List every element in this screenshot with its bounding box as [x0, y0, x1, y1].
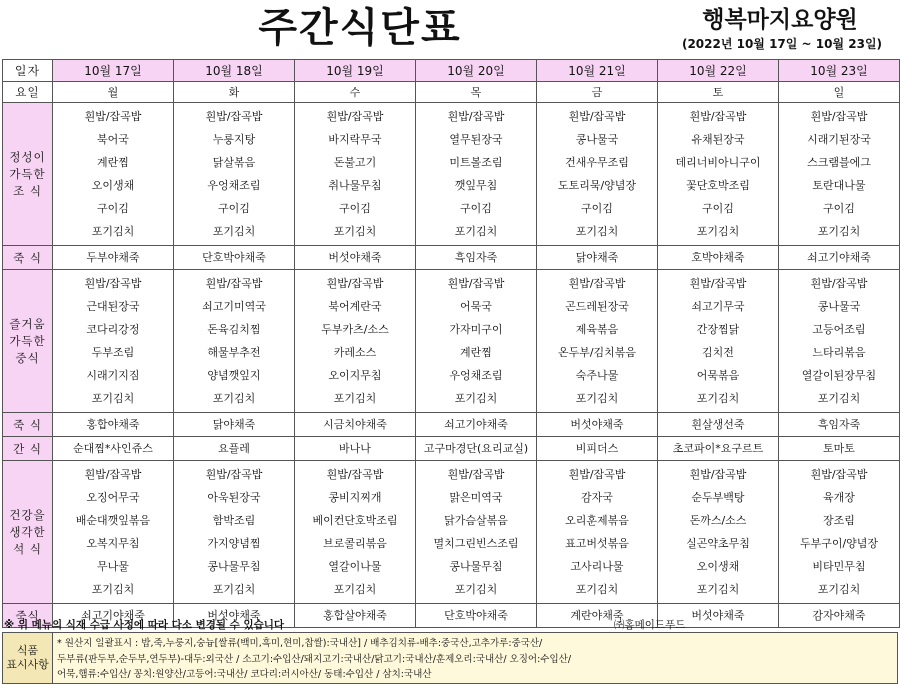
meal-label-line: 중식 [15, 350, 40, 365]
supplier-name: ㈜홈메이드푸드 [614, 619, 686, 631]
menu-item: 해물부추전 [207, 346, 261, 359]
menu-item: 비피더스 [575, 442, 619, 455]
meal-cell [295, 461, 416, 604]
menu-item: 간장찜닭 [696, 323, 740, 336]
menu-item: 포기김치 [696, 583, 740, 596]
menu-item: 돈육김치찜 [207, 323, 261, 336]
menu-item: 장조림 [823, 514, 855, 527]
meal-cell [295, 437, 416, 461]
menu-item: 쇠고기무국 [691, 300, 745, 313]
meal-label-line: 정성이 [9, 149, 46, 164]
date-cell: 10월 20일 [416, 60, 537, 82]
menu-item: 미트볼조림 [449, 156, 503, 169]
meal-row [3, 270, 900, 413]
meal-cell [174, 437, 295, 461]
menu-item: 스크램블에그 [807, 156, 871, 169]
menu-item: 흰밥/잡곡밥 [689, 277, 747, 290]
menu-item: 곤드레된장국 [565, 300, 629, 313]
menu-item: 두부구이/양념장 [799, 537, 879, 550]
menu-item: 흰밥/잡곡밥 [810, 110, 868, 123]
menu-item: 흰밥/잡곡밥 [689, 468, 747, 481]
menu-item: 멸치그린빈스조림 [433, 537, 519, 550]
menu-item: 열갈이나물 [328, 560, 382, 573]
menu-item: 쇠고기야채죽 [444, 418, 508, 431]
meal-cell [174, 461, 295, 604]
menu-item: 쇠고기야채죽 [807, 251, 871, 264]
meal-cell [658, 103, 779, 246]
menu-item: 흰밥/잡곡밥 [568, 277, 626, 290]
menu-item: 구이김 [581, 202, 613, 215]
menu-item: 북어계란국 [328, 300, 382, 313]
menu-item: 포기김치 [817, 392, 861, 405]
menu-item: 베이컨단호박조림 [312, 514, 398, 527]
meal-cell [658, 270, 779, 413]
weekday-cell: 수 [295, 82, 416, 103]
meal-cell [295, 604, 416, 628]
meal-label-line: 즐거움 [9, 316, 46, 331]
menu-item: 시금치야채죽 [323, 418, 387, 431]
menu-item: 계란찜 [460, 346, 492, 359]
menu-item: 비타민무침 [812, 560, 866, 573]
menu-item: 계란야채죽 [570, 609, 624, 622]
menu-item: 흰밥/잡곡밥 [84, 110, 142, 123]
menu-item: 흰밥/잡곡밥 [447, 110, 505, 123]
date-row [3, 60, 900, 82]
menu-item: 두부카츠/소스 [321, 323, 389, 336]
meal-cell [779, 270, 900, 413]
meal-label [3, 270, 53, 413]
weekly-menu-table [2, 59, 900, 628]
menu-item: 실곤약초무침 [686, 537, 750, 550]
meal-label [3, 437, 53, 461]
food-labeling-label [3, 633, 53, 683]
menu-item: 흰밥/잡곡밥 [447, 468, 505, 481]
menu-item: 근대된장국 [86, 300, 140, 313]
menu-item: 코다리강정 [86, 323, 140, 336]
menu-item: 가지양념찜 [207, 537, 261, 550]
meal-row [3, 103, 900, 246]
menu-item: 아욱된장국 [207, 491, 261, 504]
menu-item: 어묵볶음 [696, 369, 740, 382]
menu-item: 포기김치 [212, 583, 256, 596]
date-cell: 10월 18일 [174, 60, 295, 82]
meal-cell [779, 461, 900, 604]
meal-cell [779, 246, 900, 270]
menu-item: 열무된장국 [449, 133, 503, 146]
menu-item: 포기김치 [696, 392, 740, 405]
meal-cell [537, 270, 658, 413]
menu-item: 구이김 [339, 202, 371, 215]
menu-item: 흰밥/잡곡밥 [205, 110, 263, 123]
menu-item: 토란대나물 [812, 179, 866, 192]
menu-item: 꽃단호박조림 [686, 179, 750, 192]
menu-item: 구이김 [460, 202, 492, 215]
menu-item: 데리너비아니구이 [675, 156, 761, 169]
menu-item: 바나나 [339, 442, 371, 455]
weekday-cell: 금 [537, 82, 658, 103]
menu-item: 고구마경단(요리교실) [423, 442, 529, 455]
meal-cell [658, 437, 779, 461]
menu-item: 두부조림 [91, 346, 135, 359]
date-cell: 10월 23일 [779, 60, 900, 82]
menu-item: 포기김치 [91, 392, 135, 405]
menu-item: 감자야채죽 [812, 609, 866, 622]
menu-item: 포기김치 [817, 583, 861, 596]
menu-item: 버섯야채죽 [328, 251, 382, 264]
meal-cell [295, 246, 416, 270]
menu-item: 흰밥/잡곡밥 [205, 277, 263, 290]
menu-item: 우엉채조림 [449, 369, 503, 382]
menu-item: 제육볶음 [575, 323, 619, 336]
menu-item: 호박야채죽 [691, 251, 745, 264]
menu-item: 흰밥/잡곡밥 [84, 277, 142, 290]
meal-cell [295, 413, 416, 437]
meal-cell [53, 413, 174, 437]
menu-item: 포기김치 [333, 583, 377, 596]
menu-item: 닭야채죽 [212, 418, 256, 431]
menu-item: 오이지무침 [328, 369, 382, 382]
menu-item: 콩나물국 [575, 133, 619, 146]
meal-row [3, 246, 900, 270]
menu-item: 포기김치 [91, 225, 135, 238]
menu-item: 열갈이된장무침 [801, 369, 877, 382]
meal-cell [53, 461, 174, 604]
menu-item: 오리훈제볶음 [565, 514, 629, 527]
date-cell: 10월 17일 [53, 60, 174, 82]
weekday-cell: 일 [779, 82, 900, 103]
food-labeling-label-line: 식품 [16, 644, 39, 657]
meal-cell [537, 103, 658, 246]
page-title: 주간식단표 [258, 5, 462, 51]
menu-item: 흰밥/잡곡밥 [810, 468, 868, 481]
menu-item: 포기김치 [454, 392, 498, 405]
menu-item: 흑임자죽 [817, 418, 861, 431]
menu-item: 구이김 [97, 202, 129, 215]
menu-item: 육개장 [823, 491, 855, 504]
menu-item: 포기김치 [454, 583, 498, 596]
menu-item: 홍합살야채죽 [323, 609, 387, 622]
menu-item: 단호박야채죽 [202, 251, 266, 264]
meal-cell [658, 413, 779, 437]
menu-item: 돈불고기 [333, 156, 377, 169]
menu-item: 흰밥/잡곡밥 [326, 277, 384, 290]
menu-item: 콩나물무침 [207, 560, 261, 573]
weekday-row [3, 82, 900, 103]
meal-cell [174, 246, 295, 270]
menu-item: 콩비지찌개 [328, 491, 382, 504]
origin-line: * 원산지 일괄표시 : 밥,죽,누룽지,숭늉[쌀류(백미,흑미,현미,찹쌀):국내산] / 배추김치류-배추:중국산,고추가루:중국산/ [57, 638, 543, 649]
meal-cell [295, 103, 416, 246]
menu-item: 오이생채 [696, 560, 740, 573]
meal-label-line: 건강을 [9, 507, 46, 522]
menu-item: 오징어무국 [86, 491, 140, 504]
menu-item: 구이김 [702, 202, 734, 215]
meal-cell [658, 461, 779, 604]
menu-item: 오복지무침 [86, 537, 140, 550]
menu-item: 양념깻잎지 [207, 369, 261, 382]
menu-item: 포기김치 [333, 392, 377, 405]
menu-item: 우엉채조림 [207, 179, 261, 192]
meal-cell [416, 604, 537, 628]
meal-label-line: 죽식 [15, 608, 40, 623]
meal-cell [537, 413, 658, 437]
meal-cell [779, 413, 900, 437]
food-labeling-label-line: 표시사항 [6, 658, 49, 671]
origin-info [53, 633, 897, 683]
menu-item: 쇠고기야채죽 [81, 609, 145, 622]
meal-label [3, 461, 53, 604]
menu-item: 콩나물무침 [449, 560, 503, 573]
menu-item: 요플레 [218, 442, 250, 455]
menu-item: 구이김 [218, 202, 250, 215]
menu-item: 취나물무침 [328, 179, 382, 192]
menu-item: 북어국 [97, 133, 129, 146]
menu-item: 숙주나물 [575, 369, 619, 382]
menu-item: 흰밥/잡곡밥 [568, 468, 626, 481]
menu-item: 두부야채죽 [86, 251, 140, 264]
meal-cell [295, 270, 416, 413]
menu-item: 단호박야채죽 [444, 609, 508, 622]
organization-name: 행복마지요양원 [702, 7, 858, 33]
menu-item: 유채된장국 [691, 133, 745, 146]
menu-item: 초코파이*요구르트 [672, 442, 764, 455]
menu-item: 표고버섯볶음 [565, 537, 629, 550]
meal-cell [174, 103, 295, 246]
meal-cell [779, 604, 900, 628]
weekday-label: 요일 [3, 82, 53, 103]
weekday-cell: 화 [174, 82, 295, 103]
meal-label-line: 석 식 [13, 541, 42, 556]
meal-label-line: 조 식 [13, 183, 42, 198]
menu-item: 버섯야채죽 [570, 418, 624, 431]
meal-label-line: 가득한 [9, 166, 46, 181]
menu-item: 돈까스/소스 [689, 514, 747, 527]
meal-cell [53, 437, 174, 461]
menu-item: 누룽지탕 [212, 133, 256, 146]
menu-item: 오이생채 [91, 179, 135, 192]
menu-item: 쇠고기미역국 [202, 300, 266, 313]
menu-item: 닭야채죽 [575, 251, 619, 264]
menu-item: 순대찜*사인쥬스 [73, 442, 153, 455]
menu-item: 닭살볶음 [212, 156, 256, 169]
menu-item: 배순대깻잎볶음 [75, 514, 151, 527]
menu-item: 포기김치 [575, 392, 619, 405]
menu-item: 버섯야채죽 [207, 609, 261, 622]
date-cell: 10월 21일 [537, 60, 658, 82]
date-label: 일자 [3, 60, 53, 82]
meal-cell [416, 413, 537, 437]
menu-change-note: ※ 위 메뉴의 식재 수급 사정에 따라 다소 변경될 수 있습니다 [4, 619, 285, 631]
menu-item: 버섯야채죽 [691, 609, 745, 622]
meal-cell [53, 270, 174, 413]
menu-item: 흰밥/잡곡밥 [810, 277, 868, 290]
meal-cell [537, 246, 658, 270]
meal-cell [779, 103, 900, 246]
menu-item: 포기김치 [817, 225, 861, 238]
menu-item: 맑은미역국 [449, 491, 503, 504]
menu-item: 깻잎무침 [454, 179, 498, 192]
meal-cell [779, 437, 900, 461]
origin-line: 두부류(판두부,순두부,연두부)-대두:외국산 / 소고기:수입산/돼지고기:국내산/닭고기:국내산/훈제오리:국내산/ 오징어:수입산/ [57, 653, 572, 665]
meal-cell [658, 246, 779, 270]
meal-cell [416, 461, 537, 604]
menu-item: 바지락무국 [328, 133, 382, 146]
menu-item: 닭가슴살볶음 [444, 514, 508, 527]
meal-cell [174, 270, 295, 413]
menu-item: 포기김치 [212, 392, 256, 405]
meal-label-line: 간 식 [13, 441, 42, 456]
menu-item: 고등어조림 [812, 323, 866, 336]
menu-item: 구이김 [823, 202, 855, 215]
meal-cell [416, 270, 537, 413]
menu-item: 흰밥/잡곡밥 [326, 110, 384, 123]
menu-item: 건새우무조림 [565, 156, 629, 169]
meal-label-line: 죽 식 [13, 417, 42, 432]
menu-item: 흰살생선죽 [691, 418, 745, 431]
menu-item: 김치전 [702, 346, 734, 359]
date-cell: 10월 22일 [658, 60, 779, 82]
meal-cell [416, 437, 537, 461]
menu-item: 포기김치 [454, 225, 498, 238]
menu-item: 브로콜리볶음 [323, 537, 387, 550]
menu-item: 도토리묵/양념장 [557, 179, 637, 192]
meal-label [3, 246, 53, 270]
meal-cell [53, 103, 174, 246]
menu-item: 흰밥/잡곡밥 [447, 277, 505, 290]
food-labeling-box [2, 632, 898, 684]
menu-item: 온두부/김치볶음 [557, 346, 637, 359]
meal-label-line: 생각한 [9, 524, 46, 539]
menu-item: 시래기지짐 [86, 369, 140, 382]
weekday-cell: 토 [658, 82, 779, 103]
menu-period: (2022년 10월 17일 ~ 10월 23일) [681, 37, 883, 51]
menu-item: 흰밥/잡곡밥 [205, 468, 263, 481]
date-cell: 10월 19일 [295, 60, 416, 82]
menu-item: 흰밥/잡곡밥 [689, 110, 747, 123]
weekday-cell: 목 [416, 82, 537, 103]
menu-item: 홍합야채죽 [86, 418, 140, 431]
menu-item: 흰밥/잡곡밥 [326, 468, 384, 481]
meal-cell [416, 246, 537, 270]
menu-item: 흰밥/잡곡밥 [84, 468, 142, 481]
meal-cell [537, 437, 658, 461]
meal-row [3, 413, 900, 437]
menu-item: 고사리나물 [570, 560, 624, 573]
meal-label [3, 413, 53, 437]
meal-label [3, 103, 53, 246]
menu-item: 느타리볶음 [812, 346, 866, 359]
menu-item: 가자미구이 [449, 323, 503, 336]
weekday-cell: 월 [53, 82, 174, 103]
menu-item: 순두부백탕 [691, 491, 745, 504]
menu-item: 어묵국 [460, 300, 492, 313]
meal-cell [416, 103, 537, 246]
meal-label-line: 가득한 [9, 333, 46, 348]
meal-cell [174, 413, 295, 437]
menu-item: 콩나물국 [817, 300, 861, 313]
meal-row [3, 461, 900, 604]
meal-row [3, 437, 900, 461]
menu-item: 포기김치 [696, 225, 740, 238]
meal-cell [53, 246, 174, 270]
menu-item: 무나물 [97, 560, 129, 573]
menu-item: 흰밥/잡곡밥 [568, 110, 626, 123]
meal-cell [537, 461, 658, 604]
origin-line: 어묵,햄류:수입산/ 꽁치:원양산/고등어:국내산/ 코다리:러시아산/ 동태:수입산 / 삼치:국내산 [57, 669, 432, 680]
menu-item: 포기김치 [212, 225, 256, 238]
menu-item: 토마토 [823, 442, 855, 455]
menu-item: 포기김치 [575, 225, 619, 238]
menu-item: 시래기된장국 [807, 133, 871, 146]
menu-item: 포기김치 [575, 583, 619, 596]
meal-label-line: 죽 식 [13, 250, 42, 265]
menu-item: 계란찜 [97, 156, 129, 169]
menu-item: 포기김치 [91, 583, 135, 596]
menu-item: 함박조림 [212, 514, 256, 527]
menu-item: 카레소스 [333, 346, 377, 359]
menu-item: 포기김치 [333, 225, 377, 238]
menu-item: 흑임자죽 [454, 251, 498, 264]
menu-item: 감자국 [581, 491, 613, 504]
